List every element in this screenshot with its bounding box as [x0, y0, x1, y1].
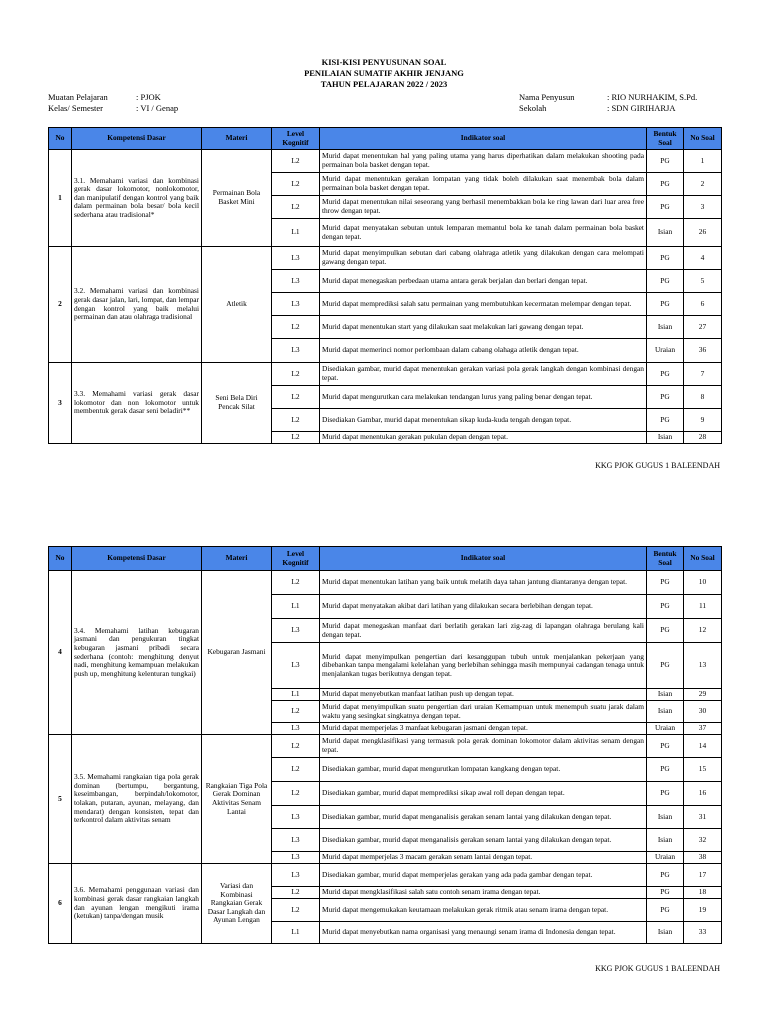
mapel-value: : PJOK: [136, 92, 161, 102]
level-kognitif: L2: [272, 316, 320, 339]
indikator-soal: Murid dapat menentukan latihan yang baik untuk melatih daya tahan jantung diantaranya dengan tepat.: [320, 571, 647, 595]
bentuk-soal: Isian: [647, 219, 684, 247]
level-kognitif: L3: [272, 723, 320, 735]
nomor-soal: 37: [684, 723, 722, 735]
nomor-soal: 1: [684, 150, 722, 173]
kompetensi-dasar: 3.3. Memahami variasi gerak dasar lokomotor dan non lokomotor untuk membentuk gerak dasar seni beladiri**: [72, 363, 202, 444]
materi: Atletik: [202, 247, 272, 363]
col-header-indikator: Indikator soal: [320, 547, 647, 571]
nomor-soal: 7: [684, 363, 722, 386]
level-kognitif: L2: [272, 735, 320, 758]
bentuk-soal: Uraian: [647, 723, 684, 735]
level-kognitif: L1: [272, 219, 320, 247]
indikator-soal: Murid dapat memperjelas 3 macam gerakan senam lantai dengan tepat.: [320, 852, 647, 864]
materi: Rangkaian Tiga Pola Gerak Dominan Aktivitas Senam Lantai: [202, 735, 272, 864]
indikator-soal: Murid dapat menyimpulkan suatu pengertian dari uraian Kemampuan untuk menempuh suatu jarak dalam waktu yang sesingkat singkatnya dengan tepat.: [320, 701, 647, 723]
bentuk-soal: Uraian: [647, 339, 684, 363]
col-header-level: Level Kognitif: [272, 128, 320, 150]
row-number: 2: [49, 247, 72, 363]
bentuk-soal: PG: [647, 293, 684, 316]
penyusun-label: Nama Penyusun: [519, 92, 575, 102]
materi: Variasi dan Kombinasi Rangkaian Gerak Dasar Langkah dan Ayunan Lengan: [202, 864, 272, 944]
nomor-soal: 4: [684, 247, 722, 270]
doc-year: TAHUN PELAJARAN 2022 / 2023: [320, 79, 448, 89]
row-number: 3: [49, 363, 72, 444]
level-kognitif: L2: [272, 758, 320, 782]
bentuk-soal: PG: [647, 409, 684, 432]
nomor-soal: 26: [684, 219, 722, 247]
indikator-soal: Murid dapat menentukan gerakan lompatan yang tidak boleh dilakukan saat menembak bola dalam permainan bola basket dengan tepat.: [320, 173, 647, 196]
nomor-soal: 10: [684, 571, 722, 595]
indikator-soal: Murid dapat menentukan nilai seseorang yang berhasil menembakkan bola ke ring lawan dari luar area free throw dengan tepat.: [320, 196, 647, 219]
kelas-value: : VI / Genap: [136, 103, 179, 113]
level-kognitif: L1: [272, 689, 320, 701]
nomor-soal: 18: [684, 887, 722, 899]
indikator-soal: Murid dapat menyebutkan manfaat latihan push up dengan tepat.: [320, 689, 647, 701]
footer-2: KKG PJOK GUGUS 1 BALEENDAH: [595, 964, 720, 973]
level-kognitif: L3: [272, 829, 320, 852]
level-kognitif: L1: [272, 922, 320, 944]
nomor-soal: 19: [684, 899, 722, 922]
meta-right: [519, 92, 697, 114]
nomor-soal: 9: [684, 409, 722, 432]
level-kognitif: L2: [272, 150, 320, 173]
table-row: [49, 735, 722, 758]
nomor-soal: 33: [684, 922, 722, 944]
indikator-soal: Murid dapat mengurutkan cara melakukan tendangan lurus yang paling benar dengan tepat.: [320, 386, 647, 409]
indikator-soal: Murid dapat memprediksi salah satu permainan yang membutuhkan kecermatan melempar dengan tepat.: [320, 293, 647, 316]
indikator-soal: Murid dapat mengklasifikasi salah satu contoh senam irama dengan tepat.: [320, 887, 647, 899]
indikator-soal: Disediakan gambar, murid dapat menentukan gerakan variasi pola gerak langkah dengan kombinasi dengan tepat.: [320, 363, 647, 386]
table-row: [49, 864, 722, 887]
indikator-soal: Murid dapat menyebutkan nama organisasi yang menaungi senam irama di Indonesia dengan tepat.: [320, 922, 647, 944]
indikator-soal: Disediakan gambar, murid dapat memprediksi sikap awal roll depan dengan tepat.: [320, 782, 647, 806]
bentuk-soal: Isian: [647, 701, 684, 723]
bentuk-soal: PG: [647, 619, 684, 643]
nomor-soal: 17: [684, 864, 722, 887]
bentuk-soal: PG: [647, 363, 684, 386]
level-kognitif: L3: [272, 293, 320, 316]
nomor-soal: 13: [684, 643, 722, 689]
nomor-soal: 5: [684, 270, 722, 293]
indikator-soal: Murid dapat menyatakan sebutan untuk lemparan memantul bola ke tanah dalam permainan bola basket dengan tepat.: [320, 219, 647, 247]
level-kognitif: L2: [272, 782, 320, 806]
level-kognitif: L3: [272, 806, 320, 829]
kisi-table-1: [48, 127, 722, 444]
col-header-indikator: Indikator soal: [320, 128, 647, 150]
bentuk-soal: PG: [647, 899, 684, 922]
nomor-soal: 30: [684, 701, 722, 723]
penyusun-value: : RIO NURHAKIM, S.Pd.: [607, 92, 698, 102]
level-kognitif: L3: [272, 247, 320, 270]
indikator-soal: Murid dapat memperjelas 3 manfaat kebugaran jasmani dengan tepat.: [320, 723, 647, 735]
bentuk-soal: Isian: [647, 806, 684, 829]
nomor-soal: 32: [684, 829, 722, 852]
row-number: 6: [49, 864, 72, 944]
nomor-soal: 27: [684, 316, 722, 339]
indikator-soal: Disediakan Gambar, murid dapat menentukan sikap kuda-kuda tengah dengan tepat.: [320, 409, 647, 432]
indikator-soal: Murid dapat menegaskan perbedaan utama antara gerak berjalan dan berlari dengan tepat.: [320, 270, 647, 293]
level-kognitif: L2: [272, 196, 320, 219]
indikator-soal: Murid dapat menyimpulkan pengertian dari kesanggupan tubuh untuk menjalankan pekerjaan yang dibebankan tanpa mengalami kelelahan yang berlebihan sehingga masih mempunyai cadangan tenaga untuk menjalankan tugas berikutnya dengan tepat.: [320, 643, 647, 689]
bentuk-soal: PG: [647, 735, 684, 758]
footer-1: KKG PJOK GUGUS 1 BALEENDAH: [595, 461, 720, 470]
level-kognitif: L2: [272, 899, 320, 922]
nomor-soal: 28: [684, 432, 722, 444]
nomor-soal: 6: [684, 293, 722, 316]
indikator-soal: Disediakan gambar, murid dapat memperjelas gerakan yang ada pada gambar dengan tepat.: [320, 864, 647, 887]
level-kognitif: L2: [272, 386, 320, 409]
level-kognitif: L2: [272, 701, 320, 723]
bentuk-soal: PG: [647, 270, 684, 293]
indikator-soal: Murid dapat memerinci nomor perlombaan dalam cabang olahaga atletik dengan tepat.: [320, 339, 647, 363]
nomor-soal: 16: [684, 782, 722, 806]
bentuk-soal: Isian: [647, 316, 684, 339]
col-header-no: No: [49, 128, 72, 150]
kompetensi-dasar: 3.1. Memahami variasi dan kombinasi gerak dasar lokomotor, nonlokomotor, dan manipulatif dengan kontrol yang baik dalam permainan bola besar/ bola kecil sederhana atau tradisional*: [72, 150, 202, 247]
bentuk-soal: PG: [647, 758, 684, 782]
sekolah-value: : SDN GIRIHARJA: [607, 103, 676, 113]
nomor-soal: 15: [684, 758, 722, 782]
doc-title: KISI-KISI PENYUSUNAN SOAL: [321, 57, 447, 67]
indikator-soal: Murid dapat menyimpulkan sebutan dari cabang olahraga atletik yang dilakukan dengan cara melompati gawang dengan tepat.: [320, 247, 647, 270]
level-kognitif: L2: [272, 432, 320, 444]
bentuk-soal: PG: [647, 386, 684, 409]
indikator-soal: Disediakan gambar, murid dapat menganalisis gerakan senam lantai yang dilakukan dengan tepat.: [320, 806, 647, 829]
bentuk-soal: PG: [647, 247, 684, 270]
level-kognitif: L2: [272, 363, 320, 386]
col-header-materi: Materi: [202, 547, 272, 571]
nomor-soal: 36: [684, 339, 722, 363]
indikator-soal: Murid dapat mengemukakan keutamaan melakukan gerak ritmik atau senam irama dengan tepat.: [320, 899, 647, 922]
nomor-soal: 14: [684, 735, 722, 758]
indikator-soal: Disediakan gambar, murid dapat menganalisis gerakan senam lantai yang dilakukan dengan tepat.: [320, 829, 647, 852]
nomor-soal: 11: [684, 595, 722, 619]
level-kognitif: L1: [272, 595, 320, 619]
indikator-soal: Disediakan gambar, murid dapat mengurutkan lompatan kangkang dengan tepat.: [320, 758, 647, 782]
table-row: [49, 150, 722, 173]
bentuk-soal: PG: [647, 864, 684, 887]
col-header-materi: Materi: [202, 128, 272, 150]
nomor-soal: 31: [684, 806, 722, 829]
col-header-nosoal: No Soal: [684, 547, 722, 571]
level-kognitif: L3: [272, 619, 320, 643]
col-header-kd: Kompetensi Dasar: [72, 128, 202, 150]
indikator-soal: Murid dapat menegaskan manfaat dari berlatih gerakan lari zig-zag di lapangan olahraga berulang kali dengan tepat.: [320, 619, 647, 643]
bentuk-soal: PG: [647, 196, 684, 219]
meta-left: [48, 92, 178, 114]
row-number: 4: [49, 571, 72, 735]
col-header-level: Level Kognitif: [272, 547, 320, 571]
table-row: [49, 247, 722, 270]
level-kognitif: L3: [272, 339, 320, 363]
level-kognitif: L3: [272, 864, 320, 887]
nomor-soal: 2: [684, 173, 722, 196]
nomor-soal: 29: [684, 689, 722, 701]
materi: Kebugaran Jasmani: [202, 571, 272, 735]
kompetensi-dasar: 3.2. Memahami variasi dan kombinasi gerak dasar jalan, lari, lompat, dan lempar dengan kontrol yang baik melalui permainan dan atau olahraga tradisional: [72, 247, 202, 363]
level-kognitif: L2: [272, 571, 320, 595]
materi: Seni Bela Diri Pencak Silat: [202, 363, 272, 444]
level-kognitif: L2: [272, 409, 320, 432]
bentuk-soal: PG: [647, 782, 684, 806]
kisi-table-2: [48, 546, 722, 944]
col-header-nosoal: No Soal: [684, 128, 722, 150]
materi: Permainan Bola Basket Mini: [202, 150, 272, 247]
level-kognitif: L3: [272, 852, 320, 864]
level-kognitif: L3: [272, 643, 320, 689]
nomor-soal: 8: [684, 386, 722, 409]
table-row: [49, 363, 722, 386]
indikator-soal: Murid dapat menentukan hal yang paling utama yang harus diperhatikan dalam melakukan shooting pada permainan bola basket dengan tepat.: [320, 150, 647, 173]
bentuk-soal: PG: [647, 173, 684, 196]
row-number: 5: [49, 735, 72, 864]
nomor-soal: 3: [684, 196, 722, 219]
doc-subtitle: PENILAIAN SUMATIF AKHIR JENJANG: [304, 68, 464, 78]
col-header-kd: Kompetensi Dasar: [72, 547, 202, 571]
col-header-bentuk: Bentuk Soal: [647, 128, 684, 150]
bentuk-soal: PG: [647, 150, 684, 173]
bentuk-soal: Uraian: [647, 852, 684, 864]
indikator-soal: Murid dapat menentukan gerakan pukulan depan dengan tepat.: [320, 432, 647, 444]
bentuk-soal: PG: [647, 571, 684, 595]
level-kognitif: L2: [272, 887, 320, 899]
bentuk-soal: PG: [647, 887, 684, 899]
indikator-soal: Murid dapat menentukan start yang dilakukan saat melakukan lari gawang dengan tepat.: [320, 316, 647, 339]
nomor-soal: 12: [684, 619, 722, 643]
level-kognitif: L3: [272, 270, 320, 293]
mapel-label: Muatan Pelajaran: [48, 92, 108, 102]
kompetensi-dasar: 3.4. Memahami latihan kebugaran jasmani dan pengukuran tingkat kebugaran jasmani pribadi secara sederhana (contoh: menghitung denyut nadi, menghitung kemampuan melakukan push up, menghitung kelenturan tungkai): [72, 571, 202, 735]
bentuk-soal: Isian: [647, 922, 684, 944]
bentuk-soal: Isian: [647, 829, 684, 852]
row-number: 1: [49, 150, 72, 247]
bentuk-soal: Isian: [647, 432, 684, 444]
col-header-bentuk: Bentuk Soal: [647, 547, 684, 571]
col-header-no: No: [49, 547, 72, 571]
indikator-soal: Murid dapat menyatakan akibat dari latihan yang dilakukan secara berlebihan dengan tepat.: [320, 595, 647, 619]
indikator-soal: Murid dapat mengklasifikasi yang termasuk pola gerak dominan lokomotor dalam aktivitas senam dengan tepat.: [320, 735, 647, 758]
table-row: [49, 571, 722, 595]
level-kognitif: L2: [272, 173, 320, 196]
kelas-label: Kelas/ Semester: [48, 103, 103, 113]
bentuk-soal: PG: [647, 643, 684, 689]
nomor-soal: 38: [684, 852, 722, 864]
bentuk-soal: Isian: [647, 689, 684, 701]
kompetensi-dasar: 3.6. Memahami penggunaan variasi dan kombinasi gerak dasar rangkaian langkah dan ayunan lengan mengikuti irama (ketukan) tanpa/dengan musik: [72, 864, 202, 944]
bentuk-soal: PG: [647, 595, 684, 619]
sekolah-label: Sekolah: [519, 103, 547, 113]
kompetensi-dasar: 3.5. Memahami rangkaian tiga pola gerak dominan (bertumpu, bergantung, keseimbangan, berpindah/lokomotor, tolakan, putaran, ayunan, melayang, dan mendarat) dengan konsisten, tepat dan terkontrol dalam aktivitas senam: [72, 735, 202, 864]
